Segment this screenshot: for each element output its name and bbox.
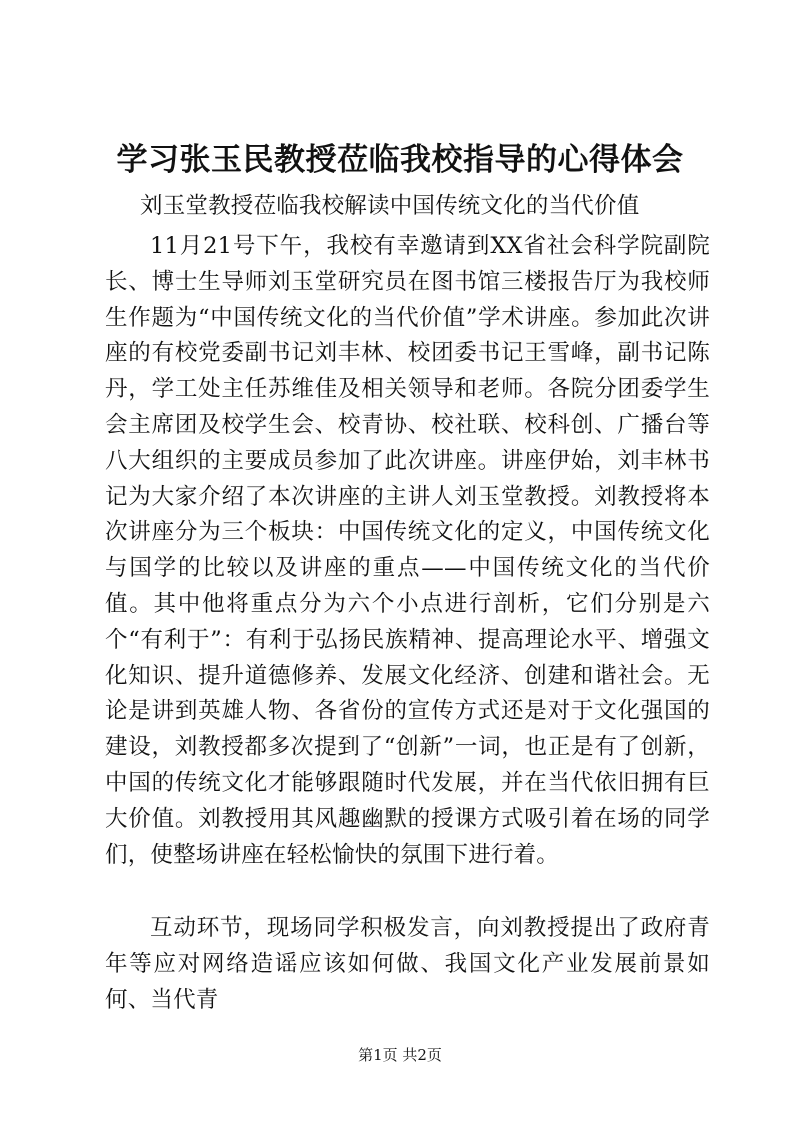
document-subtitle: 刘玉堂教授莅临我校解读中国传统文化的当代价值	[140, 193, 640, 219]
page-footer: 第1页 共2页	[358, 1046, 442, 1064]
body-paragraph: 互动环节，现场同学积极发言，向刘教授提出了政府青年等应对网络造谣应该如何做、我国文化产业发展前景如何、当代青	[105, 915, 710, 1013]
document-title: 学习张玉民教授莅临我校指导的心得体会	[116, 142, 684, 178]
body-paragraph: 11月21号下午，我校有幸邀请到XX省社会科学院副院长、博士生导师刘玉堂研究员在图书馆三楼报告厅为我校师生作题为“中国传统文化的当代价值”学术讲座。参加此次讲座的有校党委副书记刘丰林、校团委书记王雪峰，副书记陈丹，学工处主任苏维佳及相关领导和老师。各院分团委学生会主席团及校学生会、校青协、校社联、校科创、广播台等八大组织的主要成员参加了此次讲座。讲座伊始，刘丰林书记为大家介绍了本次讲座的主讲人刘玉堂教授。刘教授将本次讲座分为三个板块：中国传统文化的定义，中国传统文化与国学的比较以及讲座的重点——中国传统文化的当代价值。其中他将重点分为六个小点进行剖析，它们分别是六个“有利于”：有利于弘扬民族精神、提高理论水平、增强文化知识、提升道德修养、发展文化经济、创建和谐社会。无论是讲到英雄人物、各省份的宣传方式还是对于文化强国的建设，刘教授都多次提到了“创新”一词，也正是有了创新，中国的传统文化才能够跟随时代发展，并在当代依旧拥有巨大价值。刘教授用其风趣幽默的授课方式吸引着在场的同学们，使整场讲座在轻松愉快的氛围下进行着。	[105, 233, 710, 868]
